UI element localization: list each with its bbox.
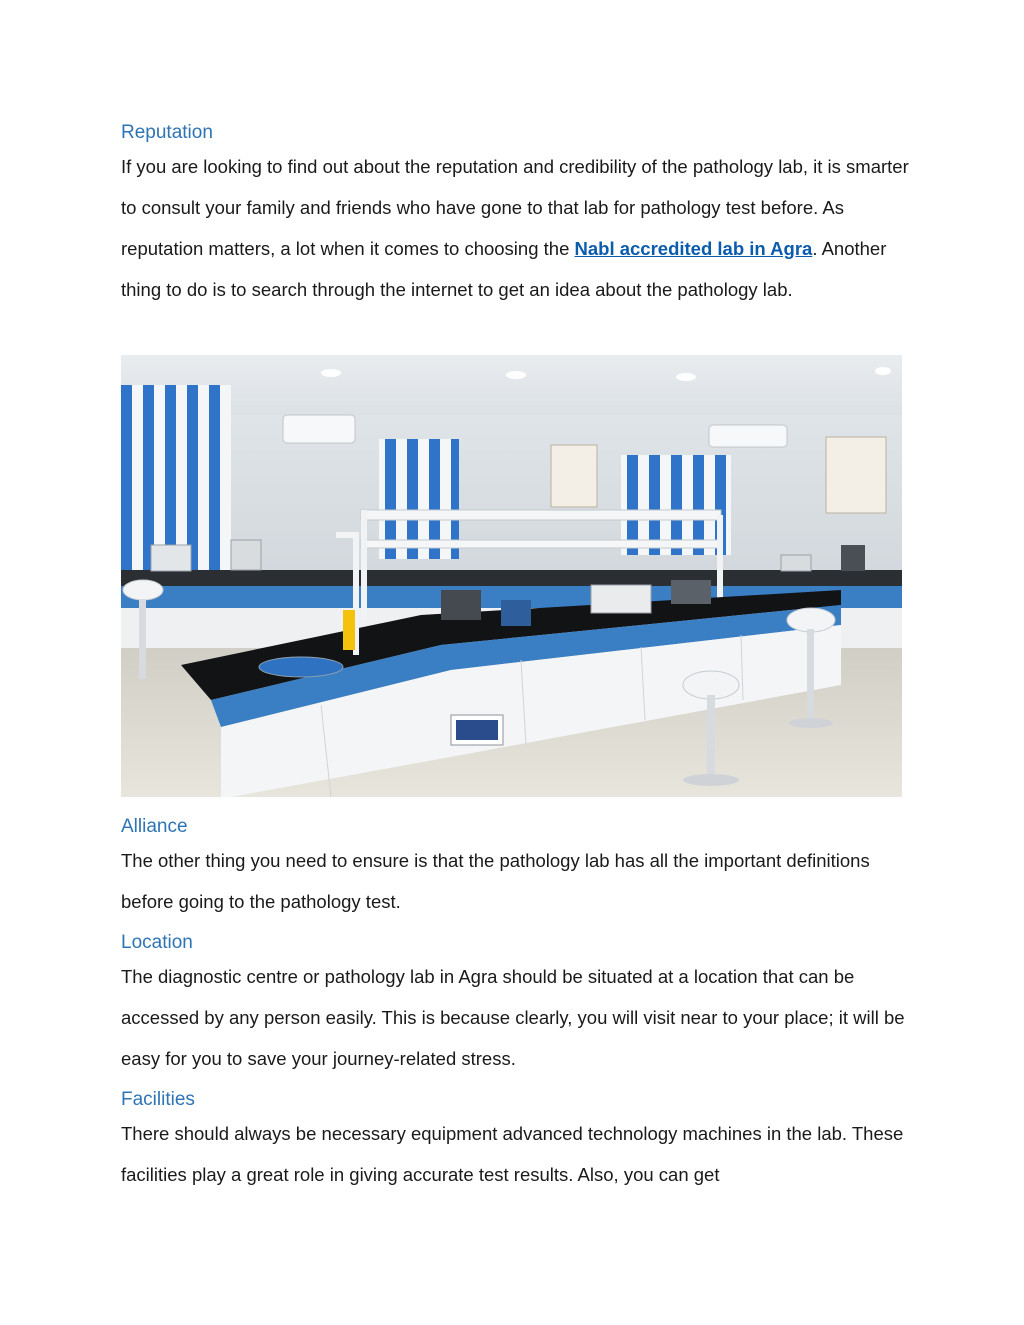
heading-facilities: Facilities: [121, 1089, 195, 1110]
paragraph-facilities: There should always be necessary equipment advanced technology machines in the lab. These facilities play a great role in giving accurate test results. Also, you can get: [121, 1123, 904, 1185]
heading-reputation: Reputation: [121, 122, 213, 143]
nabl-lab-link[interactable]: Nabl accredited lab in Agra: [574, 238, 813, 259]
paragraph-reputation-text-1: If you are looking to find out about the reputation and credibility of the pathology lab, it is smarter to consult your family and friends who have gone to that lab for pathology test before. As reputation matters, a lot when it comes to choosing the: [121, 156, 909, 259]
paragraph-reputation-text-2: . Another thing to do is to search through the internet to get an idea about the pathology lab.: [121, 238, 887, 300]
paragraph-alliance: The other thing you need to ensure is that the pathology lab has all the important definitions before going to the pathology test.: [121, 850, 870, 912]
heading-location: Location: [121, 932, 193, 953]
paragraph-location: The diagnostic centre or pathology lab in Agra should be situated at a location that can be accessed by any person easily. This is because clearly, you will visit near to your place; it will be easy for you to save your journey-related stress.: [121, 966, 905, 1069]
paragraph-reputation: [121, 146, 911, 310]
lab-photo: [121, 355, 902, 797]
heading-alliance: Alliance: [121, 816, 188, 837]
